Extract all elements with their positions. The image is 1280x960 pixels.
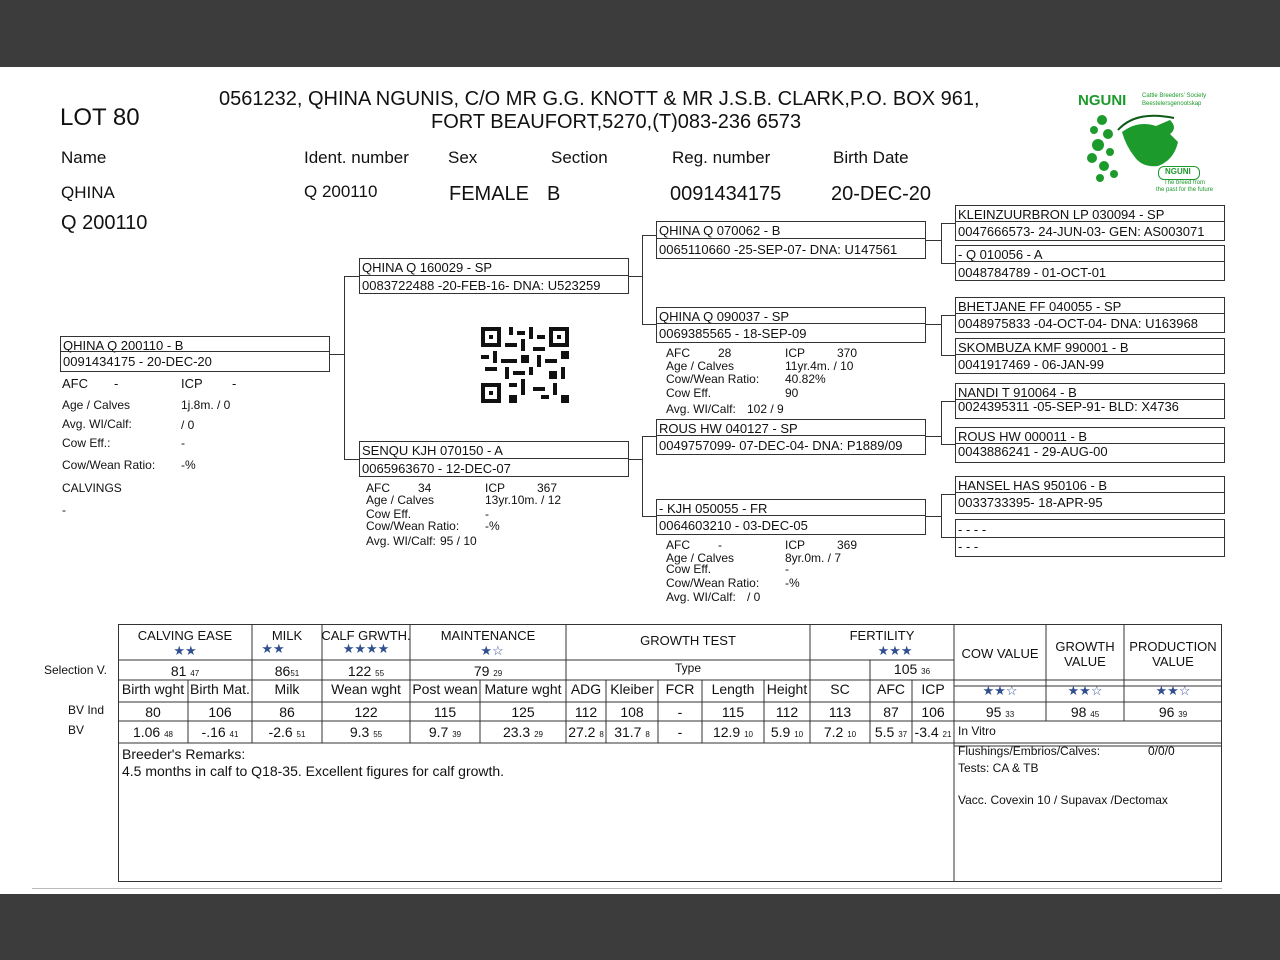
- bv-ind-cell: 112: [574, 704, 598, 720]
- connector-line: [629, 459, 643, 460]
- trait-header: Post wean: [412, 681, 478, 697]
- sire-dam-eff-label: Cow Eff.: [666, 386, 712, 400]
- bv-ind-cell: 106: [208, 704, 232, 720]
- bv-ind-cell: 115: [721, 704, 745, 720]
- connector-line: [941, 537, 955, 538]
- stars-calf-growth: ★★★★: [342, 641, 390, 656]
- dam-dam-icp: 369: [837, 538, 858, 552]
- subject-afc-label: AFC: [62, 376, 88, 391]
- bv-ind-cell: 108: [620, 704, 644, 720]
- bv-ind-cell: 115: [433, 704, 457, 720]
- dam-wi-label: Avg. WI/Calf:: [366, 534, 436, 548]
- g3-line1: HANSEL HAS 950106 - B: [958, 478, 1108, 493]
- stars-fertility: ★★★: [877, 643, 913, 658]
- lot-number: LOT 80: [60, 104, 140, 131]
- bv-cell: 31.7 8: [614, 724, 650, 740]
- col-birth: Birth Date: [833, 148, 909, 167]
- dam-dam-afc: -: [718, 538, 722, 552]
- ind-cow-value: 95 33: [985, 704, 1015, 720]
- sire-dam-line2: 0069385565 - 18-SEP-09: [659, 326, 807, 341]
- remarks-label: Breeder's Remarks:: [122, 746, 246, 762]
- breeder-address-line2: FORT BEAUFORT,5270,(T)083-236 6573: [431, 111, 802, 133]
- g3-box-4: [955, 338, 1225, 374]
- subject-line1: QHINA Q 200110 - B: [63, 338, 184, 353]
- g3-line2: 0043886241 - 29-AUG-00: [958, 444, 1108, 459]
- sel-fertility: 105 36: [893, 661, 931, 677]
- bv-cell: 27.2 8: [568, 724, 604, 740]
- connector-line: [926, 436, 942, 437]
- connector-line: [642, 436, 643, 517]
- animal-birth: 20-DEC-20: [831, 183, 932, 205]
- subject-wi-label: Avg. WI/Calf:: [62, 417, 132, 431]
- logo-wordmark: NGUNI: [1078, 92, 1127, 109]
- hdr-production-value-1: PRODUCTION: [1129, 639, 1217, 654]
- trait-header: Birth Mat.: [190, 681, 250, 697]
- connector-line: [642, 324, 656, 325]
- g3-box-7: [955, 476, 1225, 514]
- connector-line: [926, 324, 942, 325]
- dam-box: [359, 441, 629, 477]
- subject-box: [60, 336, 330, 372]
- bv-cell: 23.3 29: [502, 724, 544, 740]
- top-bar: [0, 0, 1280, 67]
- sire-dam-icp-label: ICP: [785, 346, 806, 360]
- subject-wi: / 0: [181, 418, 195, 432]
- sire-dam-line1: QHINA Q 090037 - SP: [659, 309, 790, 324]
- g3-line1: NANDI T 910064 - B: [958, 385, 1077, 400]
- col-name: Name: [61, 148, 107, 167]
- dam-age: 13yr.10m. / 12: [485, 493, 562, 507]
- dam-dam-age-label: Age / Calves: [666, 551, 735, 565]
- trait-header: Birth wght: [121, 681, 185, 697]
- animal-id-line: Q 200110: [61, 212, 148, 234]
- dam-dam-line2: 0064603210 - 03-DEC-05: [659, 518, 808, 533]
- row-label-bv-ind: BV Ind: [68, 703, 105, 717]
- logo-tagline2: the past for the future: [1156, 187, 1214, 193]
- subject-eff: -: [181, 436, 185, 450]
- sel-calving-ease: 81 47: [170, 663, 200, 679]
- stars-cow-value: ★★☆: [982, 683, 1018, 698]
- sire-box: [359, 258, 629, 294]
- logo-society: Cattle Breeders' Society: [1142, 93, 1207, 99]
- bv-ind-cell: 80: [145, 704, 161, 720]
- footer-rule: [32, 888, 1222, 889]
- ind-growth-value: 98 45: [1070, 704, 1100, 720]
- dam-eff: -: [485, 507, 489, 521]
- bv-cell: -2.6 51: [268, 724, 306, 740]
- col-section: Section: [551, 148, 608, 167]
- dam-line2: 0065963670 - 12-DEC-07: [362, 461, 511, 476]
- g3-line1: KLEINZUURBRON LP 030094 - SP: [958, 207, 1165, 222]
- breeder-address-line1: 0561232, QHINA NGUNIS, C/O MR G.G. KNOTT & MR J.S.B. CLARK,P.O. BOX 961,: [219, 88, 980, 110]
- connector-line: [941, 494, 955, 495]
- sire-line2: 0083722488 -20-FEB-16- DNA: U523259: [362, 278, 601, 293]
- g3-line1: SKOMBUZA KMF 990001 - B: [958, 340, 1129, 355]
- dam-icp-label: ICP: [485, 481, 506, 495]
- hdr-fertility: FERTILITY: [849, 628, 915, 643]
- bv-cell: -3.4 21: [914, 724, 952, 740]
- trait-header: Kleiber: [610, 681, 654, 697]
- trait-header: Mature wght: [484, 681, 562, 697]
- g3-line2: 0048975833 -04-OCT-04- DNA: U163968: [958, 316, 1198, 331]
- subject-ratio: -%: [181, 458, 196, 472]
- nguni-logo: [1078, 90, 1212, 194]
- dam-afc: 34: [418, 481, 432, 495]
- dam-dam-eff-label: Cow Eff.: [666, 562, 712, 576]
- sire-dam-ratio: 40.82%: [785, 372, 826, 386]
- connector-line: [344, 276, 345, 460]
- sel-maintenance: 79 29: [473, 663, 503, 679]
- sire-dam-ratio-label: Cow/Wean Ratio:: [666, 372, 760, 386]
- trait-header: SC: [830, 681, 850, 697]
- dam-ratio: -%: [485, 519, 500, 533]
- remarks-text: 4.5 months in calf to Q18-35. Excellent figures for calf growth.: [122, 763, 505, 779]
- bv-cell: 5.5 37: [874, 724, 908, 740]
- bv-ind-cell: 106: [921, 704, 945, 720]
- bottom-bar: [0, 894, 1280, 960]
- stars-growth-value: ★★☆: [1067, 683, 1103, 698]
- sire-dam-afc: 28: [718, 346, 732, 360]
- trait-header: Length: [711, 681, 755, 697]
- subject-eff-label: Cow Eff.:: [62, 436, 111, 450]
- g3-line2: 0041917469 - 06-JAN-99: [958, 357, 1104, 372]
- hdr-cow-value: COW VALUE: [961, 646, 1039, 661]
- g3-line1: - - - -: [958, 522, 987, 537]
- connector-line: [941, 315, 942, 356]
- subject-line2: 0091434175 - 20-DEC-20: [63, 354, 212, 369]
- g3-box-6: [955, 427, 1225, 463]
- sire-sire-box: [656, 221, 926, 259]
- hdr-maintenance: MAINTENANCE: [440, 628, 536, 643]
- dam-ratio-label: Cow/Wean Ratio:: [366, 519, 460, 533]
- animal-name: QHINA: [61, 183, 115, 202]
- row-label-bv: BV: [68, 723, 85, 737]
- connector-line: [941, 315, 955, 316]
- ind-production-value: 96 39: [1158, 704, 1188, 720]
- qr-code: [481, 327, 569, 403]
- connector-line: [344, 276, 359, 277]
- bv-cell: 9.3 55: [349, 724, 383, 740]
- dam-dam-age: 8yr.0m. / 7: [785, 551, 842, 565]
- trait-header: AFC: [877, 681, 905, 697]
- stars-milk: ★★: [261, 641, 285, 656]
- trait-header: Milk: [274, 681, 300, 697]
- calvings-value: -: [62, 503, 66, 517]
- connector-line: [941, 223, 955, 224]
- subject-afc: -: [114, 376, 119, 391]
- dam-dam-ratio-label: Cow/Wean Ratio:: [666, 576, 760, 590]
- dam-line1: SENQU KJH 070150 - A: [362, 443, 503, 458]
- connector-line: [941, 263, 955, 264]
- bv-cell: -: [677, 724, 683, 740]
- subject-age-label: Age / Calves: [62, 398, 131, 412]
- g3-line1: ROUS HW 000011 - B: [958, 429, 1088, 444]
- trait-header: FCR: [665, 681, 695, 697]
- dam-dam-box: [656, 499, 926, 535]
- dam-icp: 367: [537, 481, 558, 495]
- g3-line2: - - -: [958, 539, 979, 554]
- connector-line: [330, 354, 345, 355]
- trait-header: ADG: [570, 681, 602, 697]
- dam-dam-wi: / 0: [747, 590, 761, 604]
- g3-line1: - Q 010056 - A: [958, 247, 1043, 262]
- calvings-label: CALVINGS: [62, 481, 122, 495]
- hdr-growth-value-2: VALUE: [1064, 654, 1106, 669]
- dam-sire-line2: 0049757099- 07-DEC-04- DNA: P1889/09: [659, 438, 903, 453]
- subject-icp: -: [232, 376, 237, 391]
- row-label-selection: Selection V.: [44, 663, 107, 677]
- bv-cell: 9.7 39: [428, 724, 462, 740]
- bv-cell: 7.2 10: [823, 724, 857, 740]
- connector-line: [926, 516, 942, 517]
- dam-dam-icp-label: ICP: [785, 538, 806, 552]
- col-ident: Ident. number: [304, 148, 409, 167]
- animal-reg: 0091434175: [670, 183, 782, 205]
- bv-cell: -.16 41: [201, 724, 239, 740]
- tests-note: Tests: CA & TB: [958, 761, 1039, 775]
- sire-line1: QHINA Q 160029 - SP: [362, 260, 493, 275]
- col-reg: Reg. number: [672, 148, 771, 167]
- stars-calving-ease: ★★: [173, 643, 197, 658]
- sire-dam-afc-label: AFC: [666, 346, 690, 360]
- g3-line2: 0047666573- 24-JUN-03- GEN: AS003071: [958, 224, 1205, 239]
- g3-line2: 0048784789 - 01-OCT-01: [958, 265, 1107, 280]
- hdr-production-value-2: VALUE: [1152, 654, 1194, 669]
- animal-section: B: [547, 183, 561, 205]
- connector-line: [642, 436, 656, 437]
- dam-eff-label: Cow Eff.: [366, 507, 412, 521]
- connector-line: [941, 401, 942, 445]
- connector-line: [642, 235, 656, 236]
- connector-line: [941, 355, 955, 356]
- dam-wi: 95 / 10: [440, 534, 477, 548]
- hdr-calf-growth: CALF GRWTH.: [321, 628, 411, 643]
- logo-badge: NGUNI: [1158, 166, 1200, 180]
- growth-test-type: Type: [674, 661, 701, 675]
- stars-production-value: ★★☆: [1155, 683, 1191, 698]
- hdr-calving-ease: CALVING EASE: [137, 628, 233, 643]
- g3-line2: 0024395311 -05-SEP-91- BLD: X4736: [958, 399, 1179, 414]
- dam-dam-line1: - KJH 050055 - FR: [659, 501, 768, 516]
- dam-sire-box: [656, 419, 926, 455]
- flushings-value: 0/0/0: [1148, 744, 1175, 758]
- bv-cell: 5.9 10: [770, 724, 804, 740]
- animal-ident: Q 200110: [304, 182, 378, 201]
- sire-dam-wi: 102 / 9: [747, 402, 784, 416]
- dam-dam-wi-label: Avg. WI/Calf:: [666, 590, 736, 604]
- g3-line2: 0033733395- 18-APR-95: [958, 495, 1103, 510]
- dam-age-label: Age / Calves: [366, 493, 435, 507]
- logo-tagline1: The breed from: [1164, 180, 1206, 186]
- col-sex: Sex: [448, 148, 478, 167]
- dam-dam-afc-label: AFC: [666, 538, 690, 552]
- sire-dam-box: [656, 307, 926, 343]
- sel-calf-growth: 122 55: [347, 663, 385, 679]
- connector-line: [941, 223, 942, 264]
- sire-dam-eff: 90: [785, 386, 799, 400]
- g3-box-5: [955, 383, 1225, 419]
- sire-dam-age-label: Age / Calves: [666, 359, 735, 373]
- animal-sex: FEMALE: [449, 183, 530, 205]
- connector-line: [344, 459, 359, 460]
- g3-box-8: [955, 519, 1225, 557]
- flushings-label: Flushings/Embrios/Calves:: [958, 744, 1101, 758]
- connector-line: [642, 235, 643, 325]
- in-vitro-label: In Vitro: [958, 724, 996, 738]
- connector-line: [642, 516, 656, 517]
- bv-cell: 1.06 48: [132, 724, 174, 740]
- sire-sire-line2: 0065110660 -25-SEP-07- DNA: U147561: [659, 242, 898, 257]
- hdr-growth-value-1: GROWTH: [1055, 639, 1115, 654]
- dam-sire-line1: ROUS HW 040127 - SP: [659, 421, 798, 436]
- breeding-values-table: [118, 624, 1222, 882]
- bv-ind-cell: 122: [354, 704, 378, 720]
- g3-box-1: [955, 205, 1225, 241]
- bv-ind-cell: 86: [279, 704, 295, 720]
- sire-sire-line1: QHINA Q 070062 - B: [659, 223, 781, 238]
- connector-line: [629, 276, 643, 277]
- bv-ind-cell: 87: [883, 704, 899, 720]
- trait-header: Wean wght: [331, 681, 401, 697]
- connector-line: [941, 444, 955, 445]
- stars-maintenance: ★☆: [480, 643, 504, 658]
- connector-line: [926, 240, 942, 241]
- connector-line: [941, 494, 942, 538]
- dam-afc-label: AFC: [366, 481, 390, 495]
- hdr-milk: MILK: [271, 628, 303, 643]
- trait-header: Height: [766, 681, 808, 697]
- logo-society2: Beestelersgenootskap: [1142, 101, 1202, 107]
- connector-line: [941, 401, 955, 402]
- subject-ratio-label: Cow/Wean Ratio:: [62, 458, 156, 472]
- sire-dam-wi-label: Avg. WI/Calf:: [666, 402, 736, 416]
- dam-dam-ratio: -%: [785, 576, 800, 590]
- bv-ind-cell: -: [677, 704, 683, 720]
- dam-dam-eff: -: [785, 562, 789, 576]
- g3-box-3: [955, 297, 1225, 333]
- bv-ind-cell: 113: [828, 704, 852, 720]
- subject-icp-label: ICP: [181, 376, 203, 391]
- sire-dam-icp: 370: [837, 346, 858, 360]
- bv-cell: 12.9 10: [712, 724, 754, 740]
- hdr-growth-test: GROWTH TEST: [640, 633, 736, 648]
- subject-age: 1j.8m. / 0: [181, 398, 231, 412]
- trait-header: ICP: [921, 681, 945, 697]
- sire-dam-age: 11yr.4m. / 10: [785, 359, 854, 373]
- vaccination-note: Vacc. Covexin 10 / Supavax /Dectomax: [958, 793, 1168, 807]
- bv-ind-cell: 112: [775, 704, 799, 720]
- g3-box-2: [955, 245, 1225, 281]
- bv-ind-cell: 125: [511, 704, 535, 720]
- sel-milk: 8651: [274, 663, 300, 679]
- g3-line1: BHETJANE FF 040055 - SP: [958, 299, 1122, 314]
